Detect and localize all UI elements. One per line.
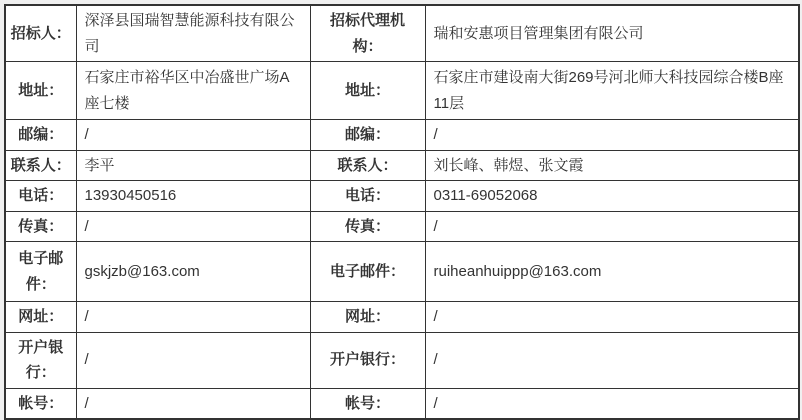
row-bank — [5, 332, 799, 388]
row-email — [5, 242, 799, 302]
tenderer-label: 招标人： — [5, 5, 76, 62]
row-account-number — [5, 388, 799, 419]
agency-label: 招标代理机构： — [310, 5, 425, 62]
tenderer-bank-label: 开户银行： — [5, 332, 76, 388]
row-address — [5, 62, 799, 120]
tenderer-name: 深泽县国瑞智慧能源科技有限公司 — [76, 5, 310, 62]
agency-contact: 刘长峰、韩煜、张文霞 — [425, 150, 799, 181]
row-contact-person — [5, 150, 799, 181]
agency-account-label: 帐号： — [310, 388, 425, 419]
agency-phone: 0311-69052068 — [425, 181, 799, 212]
tenderer-account-label: 帐号： — [5, 388, 76, 419]
agency-email-label: 电子邮件： — [310, 242, 425, 302]
tenderer-address: 石家庄市裕华区中冶盛世广场A座七楼 — [76, 62, 310, 120]
agency-postcode: / — [425, 120, 799, 151]
agency-contact-label: 联系人： — [310, 150, 425, 181]
tenderer-phone: 13930450516 — [76, 181, 310, 212]
tenderer-email: gskjzb@163.com — [76, 242, 310, 302]
tenderer-address-label: 地址： — [5, 62, 76, 120]
agency-fax: / — [425, 211, 799, 242]
agency-bank: / — [425, 332, 799, 388]
tenderer-bank: / — [76, 332, 310, 388]
agency-fax-label: 传真： — [310, 211, 425, 242]
agency-account: / — [425, 388, 799, 419]
row-company-name — [5, 5, 799, 62]
agency-bank-label: 开户银行： — [310, 332, 425, 388]
row-phone — [5, 181, 799, 212]
tenderer-fax: / — [76, 211, 310, 242]
row-fax — [5, 211, 799, 242]
agency-website: / — [425, 302, 799, 333]
agency-website-label: 网址： — [310, 302, 425, 333]
agency-address: 石家庄市建设南大街269号河北师大科技园综合楼B座11层 — [425, 62, 799, 120]
contact-info-table — [4, 4, 800, 420]
tenderer-account: / — [76, 388, 310, 419]
agency-address-label: 地址： — [310, 62, 425, 120]
tenderer-phone-label: 电话： — [5, 181, 76, 212]
tenderer-postcode-label: 邮编： — [5, 120, 76, 151]
agency-postcode-label: 邮编： — [310, 120, 425, 151]
tenderer-website-label: 网址： — [5, 302, 76, 333]
row-website — [5, 302, 799, 333]
agency-phone-label: 电话： — [310, 181, 425, 212]
agency-email: ruiheanhuippp@163.com — [425, 242, 799, 302]
tenderer-fax-label: 传真： — [5, 211, 76, 242]
tenderer-website: / — [76, 302, 310, 333]
tenderer-contact: 李平 — [76, 150, 310, 181]
tenderer-email-label: 电子邮件： — [5, 242, 76, 302]
row-postcode — [5, 120, 799, 151]
agency-name: 瑞和安惠项目管理集团有限公司 — [425, 5, 799, 62]
tenderer-postcode: / — [76, 120, 310, 151]
tenderer-contact-label: 联系人： — [5, 150, 76, 181]
